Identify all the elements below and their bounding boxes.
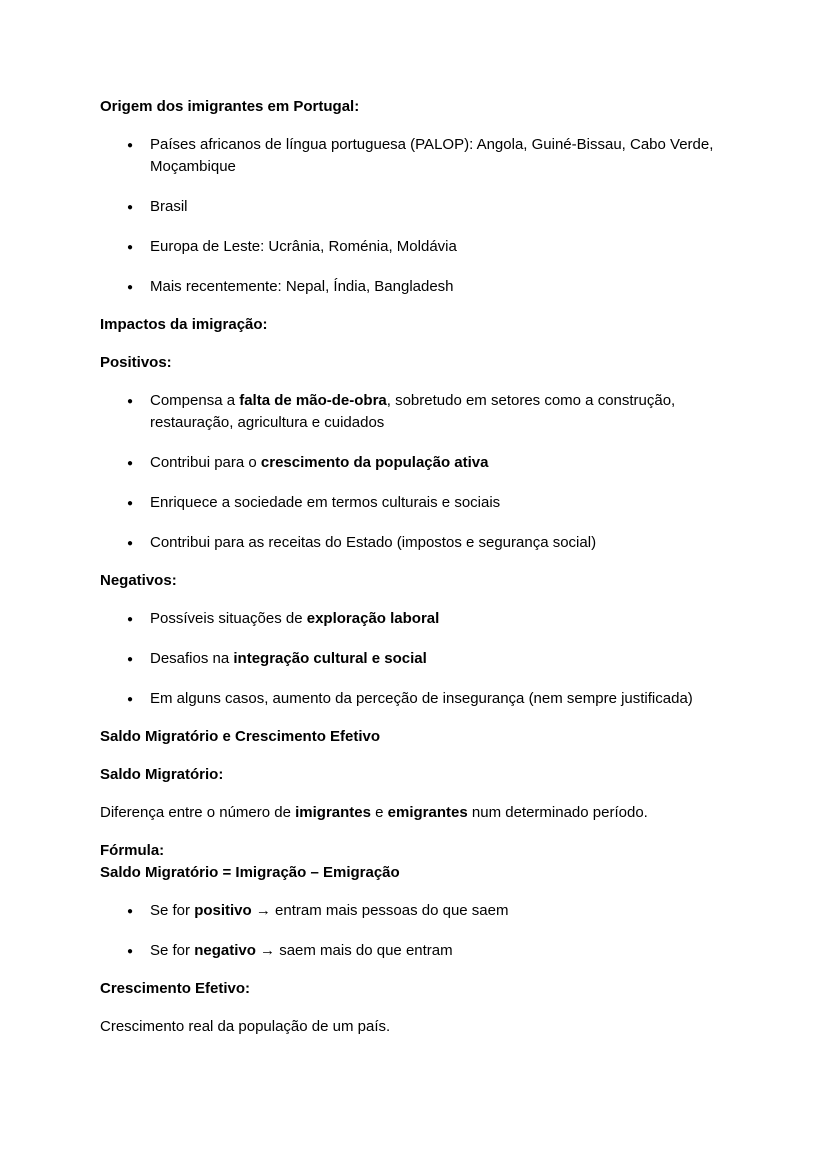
heading-line: Positivos: bbox=[100, 354, 172, 371]
paragraph bbox=[100, 802, 728, 824]
list-item bbox=[127, 492, 728, 514]
bullet-list bbox=[100, 134, 728, 298]
bullet-list bbox=[100, 608, 728, 710]
text-segment: negativo bbox=[194, 942, 256, 959]
heading bbox=[100, 764, 728, 786]
text-segment: Contribui para as receitas do Estado (impostos e segurança social) bbox=[150, 534, 597, 551]
list-item bbox=[127, 648, 728, 670]
bullet-marker-icon: ● bbox=[127, 906, 134, 917]
text-segment: → saem mais do que entram bbox=[255, 942, 453, 959]
text-segment: Europa de Leste: Ucrânia, Roménia, Moldávia bbox=[150, 238, 457, 255]
text-segment: Se for bbox=[150, 942, 195, 959]
bullet-marker-icon: ● bbox=[127, 140, 134, 151]
text-segment: integração cultural e social bbox=[233, 650, 427, 667]
heading-line: Impactos da imigração: bbox=[100, 316, 268, 333]
text-segment: Enriquece a sociedade em termos culturais e sociais bbox=[150, 494, 501, 511]
text-segment: Mais recentemente: Nepal, Índia, Bangladesh bbox=[150, 278, 454, 295]
list-item bbox=[127, 196, 728, 218]
paragraph bbox=[100, 1016, 728, 1038]
heading bbox=[100, 570, 728, 592]
heading bbox=[100, 978, 728, 1000]
text-segment: Desafios na bbox=[150, 650, 234, 667]
heading-line: Saldo Migratório: bbox=[100, 766, 224, 783]
list-item bbox=[127, 688, 728, 710]
list-item bbox=[127, 532, 728, 554]
text-segment: Contribui para o bbox=[150, 454, 261, 471]
text-segment: exploração laboral bbox=[306, 610, 440, 627]
text-segment: crescimento da população ativa bbox=[260, 454, 489, 471]
text-segment: Possíveis situações de bbox=[150, 610, 307, 627]
bullet-marker-icon: ● bbox=[127, 694, 134, 705]
bullet-marker-icon: ● bbox=[127, 242, 134, 253]
bullet-list bbox=[100, 900, 728, 962]
bullet-marker-icon: ● bbox=[127, 396, 134, 407]
text-segment: emigrantes bbox=[387, 804, 468, 821]
list-item bbox=[127, 390, 728, 434]
list-item bbox=[127, 900, 728, 922]
heading-line: Crescimento Efetivo: bbox=[100, 980, 251, 997]
bullet-marker-icon: ● bbox=[127, 282, 134, 293]
text-segment: Países africanos de língua portuguesa (PALOP): Angola, Guiné-Bissau, Cabo Verde, Moçambique bbox=[150, 136, 714, 175]
bullet-marker-icon: ● bbox=[127, 458, 134, 469]
text-segment: , sobretudo em setores como a construção, restauração, agricultura e cuidados bbox=[150, 392, 676, 431]
bullet-list bbox=[100, 390, 728, 554]
heading-line: Saldo Migratório = Imigração – Emigração bbox=[100, 864, 400, 881]
text-segment: Diferença entre o número de bbox=[100, 804, 296, 821]
text-segment: Compensa a bbox=[150, 392, 240, 409]
text-segment: imigrantes bbox=[295, 804, 371, 821]
bullet-marker-icon: ● bbox=[127, 654, 134, 665]
list-item bbox=[127, 236, 728, 258]
text-segment: Em alguns casos, aumento da perceção de insegurança (nem sempre justificada) bbox=[150, 690, 693, 707]
heading bbox=[100, 314, 728, 336]
heading bbox=[100, 352, 728, 374]
bullet-marker-icon: ● bbox=[127, 498, 134, 509]
list-item bbox=[127, 276, 728, 298]
text-segment: falta de mão-de-obra bbox=[239, 392, 387, 409]
list-item bbox=[127, 452, 728, 474]
text-segment: → entram mais pessoas do que saem bbox=[251, 902, 509, 919]
heading bbox=[100, 840, 728, 884]
heading-line: Fórmula: bbox=[100, 842, 165, 859]
bullet-marker-icon: ● bbox=[127, 614, 134, 625]
list-item bbox=[127, 608, 728, 630]
heading-line: Origem dos imigrantes em Portugal: bbox=[100, 98, 360, 115]
text-segment: positivo bbox=[194, 902, 252, 919]
bullet-marker-icon: ● bbox=[127, 538, 134, 549]
text-segment: Crescimento real da população de um país. bbox=[100, 1018, 391, 1035]
text-segment: Se for bbox=[150, 902, 195, 919]
bullet-marker-icon: ● bbox=[127, 946, 134, 957]
heading-line: Saldo Migratório e Crescimento Efetivo bbox=[100, 728, 381, 745]
heading bbox=[100, 726, 728, 748]
heading bbox=[100, 96, 728, 118]
list-item bbox=[127, 134, 728, 178]
text-segment: Brasil bbox=[150, 198, 188, 215]
text-segment: num determinado período. bbox=[467, 804, 648, 821]
text-segment: e bbox=[370, 804, 388, 821]
heading-line: Negativos: bbox=[100, 572, 177, 589]
list-item bbox=[127, 940, 728, 962]
bullet-marker-icon: ● bbox=[127, 202, 134, 213]
